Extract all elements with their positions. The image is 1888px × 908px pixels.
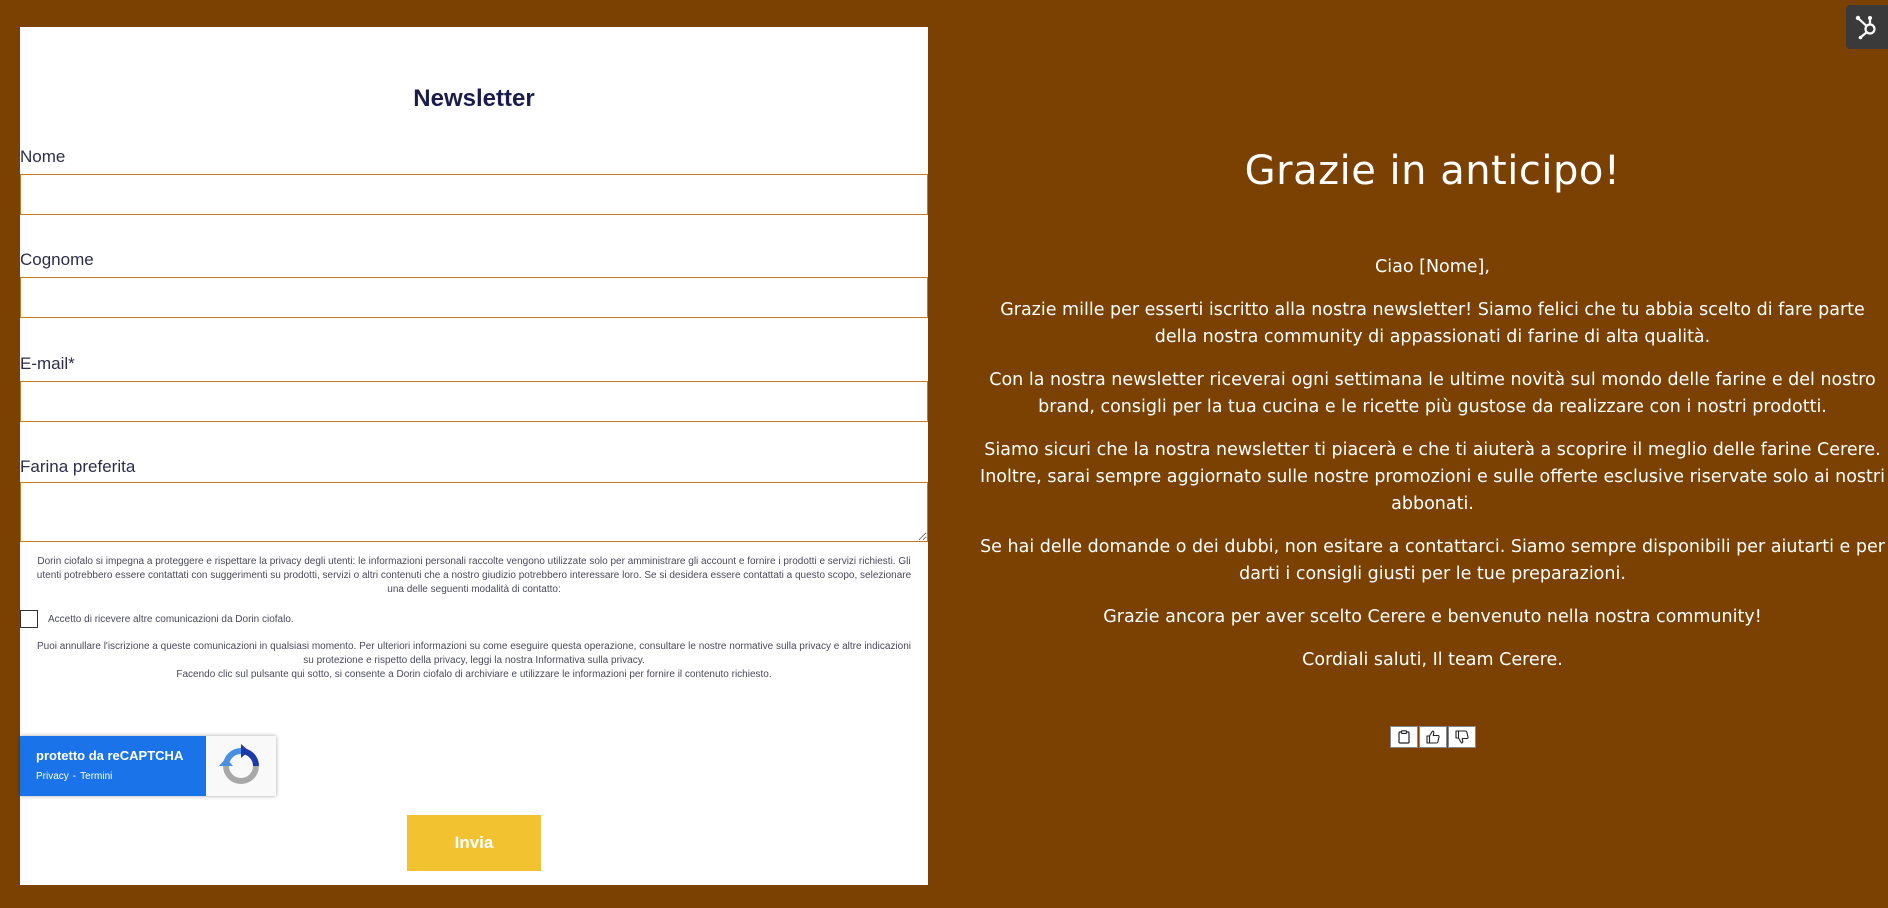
copy-button[interactable] [1390,726,1418,748]
message-paragraph: Grazie mille per esserti iscritto alla nostra newsletter! Siamo felici che tu abbia scelto di fare parte della nostra community di appassionati di farine di alta qualità. [1000,300,1865,347]
nome-input[interactable] [20,174,928,215]
recaptcha-logo-panel [206,736,276,796]
recaptcha-separator: - [72,771,77,782]
message-paragraph: Siamo sicuri che la nostra newsletter ti piacerà e che ti aiuterà a scoprire il meglio delle farine Cerere. Inoltre, sarai sempre aggiornato sulle nostre promozioni e sulle offerte esclusive riservate solo ai nostri abbonati. [980,440,1885,514]
consent-submit-text: Facendo clic sul pulsante qui sotto, si consente a Dorin ciofalo di archiviare e utilizzare le informazioni per fornire il contenuto richiesto. [176,669,772,680]
recaptcha-title: protetto da reCAPTCHA [36,748,184,763]
thumbs-down-icon [1455,730,1469,744]
recaptcha-privacy-link[interactable]: Privacy [36,771,69,782]
clipboard-icon [1398,730,1410,744]
email-input[interactable] [20,381,928,422]
feedback-toolbar [1390,726,1477,748]
newsletter-form [20,27,928,885]
message-paragraph: Ciao [Nome], [1375,257,1490,277]
dislike-button[interactable] [1448,726,1476,748]
form-title: Newsletter [413,85,535,112]
consent-label: Accetto di ricevere altre comunicazioni da Dorin ciofalo. [48,613,294,625]
consent-checkbox[interactable] [20,610,38,628]
nome-label: Nome [20,147,66,166]
cognome-input[interactable] [20,277,928,318]
consent-row[interactable] [20,610,294,628]
thank-you-message [980,148,1885,690]
message-heading: Grazie in anticipo! [1244,148,1621,194]
thumbs-up-icon [1426,730,1440,744]
message-paragraph: Se hai delle domande o dei dubbi, non esitare a contattarci. Siamo sempre disponibili per aiutarti e per darti i consigli giusti per le tue preparazioni. [980,537,1885,584]
message-paragraph: Grazie ancora per aver scelto Cerere e benvenuto nella nostra community! [1103,607,1762,627]
cognome-label: Cognome [20,250,94,269]
farina-label: Farina preferita [20,457,136,476]
recaptcha-label-panel [20,736,206,796]
recaptcha-terms-link[interactable]: Termini [80,771,113,782]
message-paragraph: Con la nostra newsletter riceverai ogni settimana le ultime novità sul mondo delle farine e del nostro brand, consigli per la tua cucina e le ricette più gustose da realizzare con i nostri prodotti. [989,370,1876,417]
hubspot-button[interactable] [1846,5,1888,49]
recaptcha-links [36,771,206,782]
like-button[interactable] [1419,726,1447,748]
email-label: E-mail* [20,354,75,373]
privacy-intro-text: Dorin ciofalo si impegna a proteggere e rispettare la privacy degli utenti: le informazioni personali raccolte vengono utilizzate solo per amministrare gli account e fornire i prodotti e servizi richiesti. Gli utenti potrebbero essere contattati con suggerimenti su prodotti, servizi o altri contenuti che a nostro giudizio potrebbero interessare loro. Se si desidera essere contattati a questo scopo, selezionare una delle seguenti modalità di contatto: [36,556,912,595]
submit-button[interactable]: Invia [407,815,541,871]
unsubscribe-text: Puoi annullare l'iscrizione a queste comunicazioni in qualsiasi momento. Per ulteriori informazioni su come eseguire questa operazione, consultare le nostre normative sulla privacy e altre indicazioni su protezione e rispetto della privacy, leggi la nostra Informativa sulla privacy. [36,641,912,666]
hubspot-sprocket-icon [1854,14,1880,40]
message-paragraph: Cordiali saluti, Il team Cerere. [1302,650,1563,670]
recaptcha-logo-icon [219,744,263,788]
farina-textarea[interactable] [20,482,928,542]
recaptcha-badge[interactable] [20,736,276,796]
